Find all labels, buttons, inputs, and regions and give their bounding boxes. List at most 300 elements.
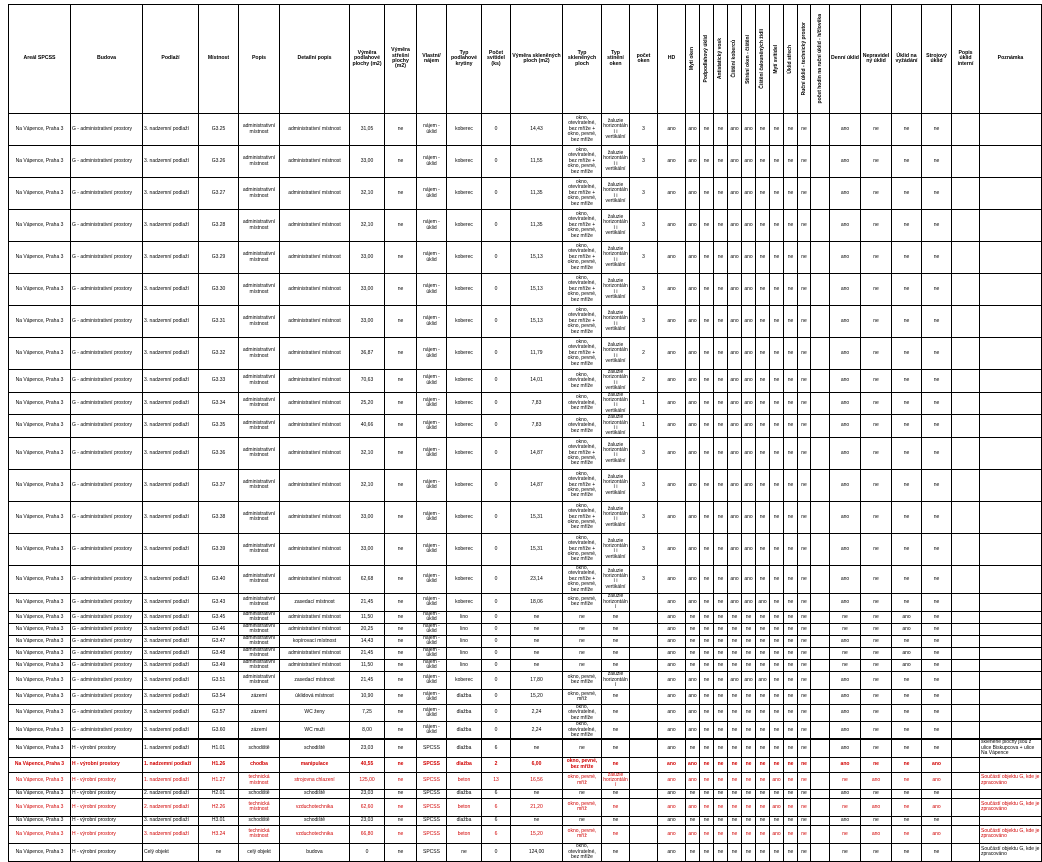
column-header[interactable]: Typ stínění oken	[602, 5, 630, 114]
table-row[interactable]	[9, 593, 1042, 611]
table-cell: ne	[922, 437, 952, 469]
table-cell: H - výrobní prostory	[71, 843, 143, 861]
table-cell: G - administrativní prostory	[71, 533, 143, 565]
table-cell: 0	[482, 437, 511, 469]
column-header[interactable]: Popis	[239, 5, 280, 114]
table-cell: ne	[770, 114, 784, 146]
column-header[interactable]: Areál SPCSS	[9, 5, 71, 114]
table-cell: ano	[742, 178, 756, 210]
table-cell: ne	[714, 533, 728, 565]
table-cell: ne	[892, 843, 922, 861]
table-cell: ne	[770, 789, 784, 798]
table-cell: ne	[742, 789, 756, 798]
table-cell: 3	[630, 565, 658, 593]
table-cell: žaluzie horizontální i vertikální	[602, 114, 630, 146]
table-cell: koberec	[447, 392, 482, 415]
table-cell: G3.46	[199, 623, 239, 635]
column-header[interactable]	[742, 5, 756, 114]
table-row[interactable]	[9, 392, 1042, 415]
table-cell: 0	[482, 501, 511, 533]
column-header[interactable]: Výměra podlahové plochy (m2)	[350, 5, 385, 114]
table-cell: G3.31	[199, 306, 239, 338]
table-cell	[980, 370, 1042, 393]
table-cell: ne	[922, 739, 952, 757]
table-cell: 0	[482, 593, 511, 611]
table-cell: 15,20	[511, 689, 563, 704]
table-cell: ne	[861, 415, 892, 438]
table-row[interactable]	[9, 210, 1042, 242]
table-cell: administrativní místnost	[280, 659, 350, 671]
table-cell: 14,87	[511, 469, 563, 501]
column-header-label: počet hodin na ruční úklid - h/člověka	[816, 14, 823, 104]
column-header[interactable]	[770, 5, 784, 114]
table-cell	[952, 611, 980, 623]
table-cell: SPCSS	[417, 816, 447, 825]
table-row[interactable]	[9, 816, 1042, 825]
table-cell: ne	[861, 370, 892, 393]
table-cell: G - administrativní prostory	[71, 623, 143, 635]
column-header[interactable]: Budova	[71, 5, 143, 114]
table-cell: žaluzie horizontální i vertikální	[602, 469, 630, 501]
table-cell: ne	[714, 210, 728, 242]
table-cell: 3	[630, 437, 658, 469]
table-cell	[811, 533, 830, 565]
table-cell: ano	[686, 722, 700, 740]
table-row[interactable]	[9, 242, 1042, 274]
table-row[interactable]	[9, 565, 1042, 593]
table-cell: technická místnost	[239, 825, 280, 843]
table-cell: ne	[714, 611, 728, 623]
table-row[interactable]	[9, 647, 1042, 659]
table-cell	[630, 704, 658, 721]
table-cell: ano	[742, 242, 756, 274]
table-cell	[811, 274, 830, 306]
table-cell	[980, 210, 1042, 242]
table-cell: 33,00	[350, 242, 385, 274]
table-cell: koberec	[447, 415, 482, 438]
table-cell: ne	[742, 739, 756, 757]
table-cell: 40,55	[350, 757, 385, 772]
table-cell	[980, 274, 1042, 306]
table-cell: ano	[658, 843, 686, 861]
table-cell	[630, 659, 658, 671]
table-cell: ne	[700, 210, 714, 242]
column-header[interactable]: Denní úklid	[830, 5, 861, 114]
table-cell: ne	[798, 623, 811, 635]
table-row[interactable]	[9, 306, 1042, 338]
table-cell: Na Vápence, Praha 3	[9, 825, 71, 843]
table-cell: ano	[658, 772, 686, 789]
table-cell: H - výrobní prostory	[71, 825, 143, 843]
table-cell: ne	[784, 415, 798, 438]
table-cell: Na Vápence, Praha 3	[9, 178, 71, 210]
column-header[interactable]: Poznámka	[980, 5, 1042, 114]
table-cell	[980, 469, 1042, 501]
table-cell: ne	[700, 593, 714, 611]
table-cell: ne	[742, 704, 756, 721]
table-cell: 0	[482, 242, 511, 274]
table-cell	[811, 798, 830, 816]
column-header-label: Čištění čalouněných židlí	[759, 29, 765, 89]
table-cell: ne	[892, 533, 922, 565]
table-row[interactable]	[9, 623, 1042, 635]
table-cell: ne	[700, 671, 714, 689]
table-cell: ne	[922, 722, 952, 740]
table-cell: okno, otevíratelné, bez mříže	[563, 843, 602, 861]
table-cell: ne	[784, 593, 798, 611]
table-cell: ne	[385, 816, 417, 825]
table-cell	[980, 146, 1042, 178]
table-cell: ne	[756, 370, 770, 393]
table-cell: ne	[385, 437, 417, 469]
table-cell: lino	[447, 623, 482, 635]
table-cell: ne	[798, 739, 811, 757]
table-cell: ne	[563, 816, 602, 825]
table-cell: ne	[830, 843, 861, 861]
table-cell: Na Vápence, Praha 3	[9, 611, 71, 623]
table-cell: ne	[798, 722, 811, 740]
table-cell: žaluzie horizontální i vertikální	[602, 533, 630, 565]
table-cell	[811, 825, 830, 843]
column-header[interactable]	[728, 5, 742, 114]
table-cell: ne	[922, 647, 952, 659]
table-cell: ne	[728, 611, 742, 623]
table-cell: ne	[714, 635, 728, 647]
table-cell: ne	[602, 722, 630, 740]
table-cell: ano	[742, 501, 756, 533]
table-row[interactable]	[9, 635, 1042, 647]
table-cell: ne	[385, 533, 417, 565]
table-cell: administrativní místnost	[239, 659, 280, 671]
table-cell: G3.27	[199, 178, 239, 210]
table-cell: Na Vápence, Praha 3	[9, 306, 71, 338]
column-header[interactable]: Podlaží	[143, 5, 199, 114]
table-cell: ano	[742, 210, 756, 242]
table-cell: administrativní místnost	[239, 635, 280, 647]
table-cell: ano	[742, 274, 756, 306]
table-cell: žaluzie horizontální i vertikální	[602, 178, 630, 210]
table-cell: okno, pevné, mříž	[563, 689, 602, 704]
table-cell: ne	[922, 671, 952, 689]
table-cell: ne	[798, 338, 811, 370]
table-cell	[811, 704, 830, 721]
table-cell: ne	[700, 146, 714, 178]
table-cell: ne	[892, 816, 922, 825]
table-cell: ano	[728, 533, 742, 565]
table-cell: administrativní místnost	[239, 647, 280, 659]
column-header[interactable]: Strojový úklid	[922, 5, 952, 114]
column-header[interactable]: HD	[658, 5, 686, 114]
table-cell: 15,13	[511, 306, 563, 338]
table-cell: G - administrativní prostory	[71, 704, 143, 721]
table-cell: 3. nadzemní podlaží	[143, 565, 199, 593]
table-cell: ano	[830, 338, 861, 370]
table-cell: 1	[630, 392, 658, 415]
table-cell: ne	[700, 825, 714, 843]
table-cell: ne	[385, 415, 417, 438]
table-row[interactable]	[9, 843, 1042, 861]
table-cell: ne	[756, 146, 770, 178]
table-cell: ne	[756, 772, 770, 789]
table-cell: 0	[482, 647, 511, 659]
column-header[interactable]	[798, 5, 811, 114]
table-cell: G - administrativní prostory	[71, 671, 143, 689]
table-cell	[980, 565, 1042, 593]
table-cell: nájem - úklid	[417, 306, 447, 338]
column-header[interactable]: Výměra skleněných ploch (m2)	[511, 5, 563, 114]
table-row[interactable]	[9, 739, 1042, 757]
table-cell: 8,00	[350, 722, 385, 740]
table-cell: administrativní místnost	[239, 501, 280, 533]
room-inventory-table	[8, 4, 1042, 862]
column-header[interactable]	[756, 5, 770, 114]
column-header[interactable]: Výměra střešní plochy (m2)	[385, 5, 417, 114]
table-cell: ne	[770, 739, 784, 757]
table-cell: koberec	[447, 437, 482, 469]
table-cell	[811, 689, 830, 704]
table-cell: ne	[784, 647, 798, 659]
table-row[interactable]	[9, 789, 1042, 798]
table-cell: 6	[482, 798, 511, 816]
table-cell	[980, 816, 1042, 825]
table-cell: ne	[742, 722, 756, 740]
column-header[interactable]: Nepravidelný úklid	[861, 5, 892, 114]
column-header[interactable]: Typ skleněných ploch	[563, 5, 602, 114]
table-cell: ano	[830, 757, 861, 772]
table-row[interactable]	[9, 338, 1042, 370]
table-cell: 14,43	[350, 635, 385, 647]
table-cell: ne	[511, 611, 563, 623]
table-cell: nájem - úklid	[417, 242, 447, 274]
table-cell: ne	[770, 611, 784, 623]
table-row[interactable]	[9, 772, 1042, 789]
table-cell: ne	[922, 623, 952, 635]
table-row[interactable]	[9, 611, 1042, 623]
table-row[interactable]	[9, 415, 1042, 438]
table-cell: ne	[728, 722, 742, 740]
table-cell: ano	[830, 242, 861, 274]
table-cell: ne	[861, 671, 892, 689]
table-cell: ano	[728, 306, 742, 338]
table-cell: ne	[770, 533, 784, 565]
table-cell	[811, 659, 830, 671]
table-cell: administrativní místnost	[239, 114, 280, 146]
table-cell: ne	[770, 501, 784, 533]
table-cell: celý objekt	[239, 843, 280, 861]
table-cell: Součástí objektu G, kde je zpracováno	[980, 798, 1042, 816]
table-cell: ne	[922, 469, 952, 501]
column-header[interactable]	[700, 5, 714, 114]
table-cell: ne	[700, 704, 714, 721]
table-cell: 36,87	[350, 338, 385, 370]
table-cell: ano	[658, 242, 686, 274]
table-row[interactable]	[9, 469, 1042, 501]
table-cell: koberec	[447, 338, 482, 370]
table-cell: ne	[798, 242, 811, 274]
table-cell: ne	[714, 816, 728, 825]
table-body	[9, 114, 1042, 862]
table-cell: 6	[482, 739, 511, 757]
table-row[interactable]	[9, 437, 1042, 469]
table-cell: ne	[511, 739, 563, 757]
table-cell: G - administrativní prostory	[71, 178, 143, 210]
table-cell: ano	[728, 437, 742, 469]
table-cell: ne	[511, 659, 563, 671]
column-header[interactable]: Detailní popis	[280, 5, 350, 114]
table-cell: ne	[770, 623, 784, 635]
table-row[interactable]	[9, 146, 1042, 178]
table-cell: koberec	[447, 178, 482, 210]
table-cell: 70,63	[350, 370, 385, 393]
table-cell: žaluzie horizontální	[603, 671, 628, 689]
table-cell: ne	[892, 635, 922, 647]
table-cell	[811, 757, 830, 772]
table-cell	[811, 242, 830, 274]
table-cell: okno, otevíratelné, bez mříže + okno, pevné, bez mříže	[563, 242, 602, 274]
table-cell: ne	[784, 146, 798, 178]
table-cell: 1. nadzemní podlaží	[143, 772, 199, 789]
table-cell: ne	[892, 437, 922, 469]
table-row[interactable]	[9, 659, 1042, 671]
table-cell: administrativní místnost	[280, 242, 350, 274]
table-cell: ne	[447, 843, 482, 861]
table-cell: Na Vápence, Praha 3	[9, 274, 71, 306]
table-cell: ne	[714, 392, 728, 415]
table-cell: ano	[686, 370, 700, 393]
table-cell: ne	[700, 338, 714, 370]
table-cell: nájem - úklid	[417, 565, 447, 593]
table-row[interactable]	[9, 825, 1042, 843]
table-cell: SPCSS	[417, 772, 447, 789]
table-cell: 3. nadzemní podlaží	[143, 635, 199, 647]
table-cell: ano	[742, 415, 756, 438]
table-cell: ne	[700, 469, 714, 501]
table-cell: lino	[447, 635, 482, 647]
table-row[interactable]	[9, 114, 1042, 146]
table-cell: ano	[742, 338, 756, 370]
table-cell: ne	[714, 501, 728, 533]
table-cell: ne	[728, 659, 742, 671]
table-cell: ne	[784, 704, 798, 721]
table-cell: ano	[830, 501, 861, 533]
table-cell: ne	[511, 647, 563, 659]
table-row[interactable]	[9, 274, 1042, 306]
table-cell: ano	[742, 533, 756, 565]
column-header[interactable]: Úklid na vyžádání	[892, 5, 922, 114]
table-cell: 15,31	[511, 533, 563, 565]
table-cell: ne	[385, 825, 417, 843]
table-row[interactable]	[9, 501, 1042, 533]
table-cell: 10,90	[350, 689, 385, 704]
table-cell: ano	[686, 415, 700, 438]
table-cell: ano	[830, 533, 861, 565]
column-header[interactable]: Počet svítidel (ks)	[482, 5, 511, 114]
table-cell: ne	[756, 178, 770, 210]
table-row[interactable]	[9, 704, 1042, 721]
table-cell	[630, 772, 658, 789]
table-cell: ne	[892, 501, 922, 533]
table-cell: skleněné plochy jsou z ulice Biskupcova + ulice Na Vápence	[980, 739, 1042, 757]
table-cell: ne	[861, 659, 892, 671]
table-cell	[980, 501, 1042, 533]
table-cell: okno, otevíratelné, bez mříže + okno, pevné, bez mříže	[563, 210, 602, 242]
table-cell: ne	[922, 611, 952, 623]
table-cell: 3. nadzemní podlaží	[143, 146, 199, 178]
table-cell: administrativní místnost	[280, 146, 350, 178]
table-cell: ne	[385, 565, 417, 593]
table-cell: ne	[798, 635, 811, 647]
table-cell: ano	[686, 593, 700, 611]
table-row[interactable]	[9, 757, 1042, 772]
table-cell: ne	[784, 392, 798, 415]
column-header[interactable]	[784, 5, 798, 114]
table-row[interactable]	[9, 370, 1042, 393]
table-cell	[952, 647, 980, 659]
column-header[interactable]	[686, 5, 700, 114]
table-cell: H - výrobní prostory	[71, 739, 143, 757]
table-cell: ne	[756, 274, 770, 306]
table-cell: žaluzie horizontální i vertikální	[602, 565, 630, 593]
table-cell: 33,00	[350, 533, 385, 565]
table-cell: ano	[742, 469, 756, 501]
table-cell: ano	[728, 114, 742, 146]
table-cell: 15,13	[511, 242, 563, 274]
table-cell	[980, 415, 1042, 438]
table-cell: 3. nadzemní podlaží	[143, 469, 199, 501]
column-header[interactable]: počet oken	[630, 5, 658, 114]
table-cell: administrativní místnost	[239, 437, 280, 469]
table-row[interactable]	[9, 798, 1042, 816]
table-cell: ne	[798, 689, 811, 704]
table-cell: ne	[861, 338, 892, 370]
table-cell: ne	[742, 825, 756, 843]
column-header[interactable]	[811, 5, 830, 114]
table-cell: SPCSS	[417, 789, 447, 798]
table-cell: ano	[686, 338, 700, 370]
table-row[interactable]	[9, 689, 1042, 704]
table-row[interactable]	[9, 671, 1042, 689]
table-row[interactable]	[9, 178, 1042, 210]
table-cell: ne	[199, 843, 239, 861]
table-cell: administrativní místnost	[280, 623, 350, 635]
table-cell: G - administrativní prostory	[71, 611, 143, 623]
table-cell: ne	[784, 689, 798, 704]
table-cell: ne	[756, 114, 770, 146]
table-cell: koberec	[447, 306, 482, 338]
column-header[interactable]: Vlastní/ nájem	[417, 5, 447, 114]
table-cell: ne	[686, 816, 700, 825]
table-cell: ne	[922, 370, 952, 393]
table-cell: ne	[756, 789, 770, 798]
column-header[interactable]: Typ podlahové krytiny	[447, 5, 482, 114]
table-cell: ano	[658, 659, 686, 671]
column-header[interactable]: Popis úklid interní	[952, 5, 980, 114]
table-cell	[630, 722, 658, 740]
table-cell: G3.49	[199, 659, 239, 671]
table-cell: 3	[630, 533, 658, 565]
table-cell: 0	[482, 178, 511, 210]
table-cell: ano	[658, 635, 686, 647]
column-header[interactable]: Místnost	[199, 5, 239, 114]
table-row[interactable]	[9, 533, 1042, 565]
table-cell: 3. nadzemní podlaží	[143, 593, 199, 611]
table-cell: ano	[922, 798, 952, 816]
table-cell	[980, 593, 1042, 611]
table-cell: ne	[700, 114, 714, 146]
column-header[interactable]	[714, 5, 728, 114]
table-row[interactable]	[9, 722, 1042, 740]
table-cell: okno, pevné, mříž	[563, 798, 602, 816]
